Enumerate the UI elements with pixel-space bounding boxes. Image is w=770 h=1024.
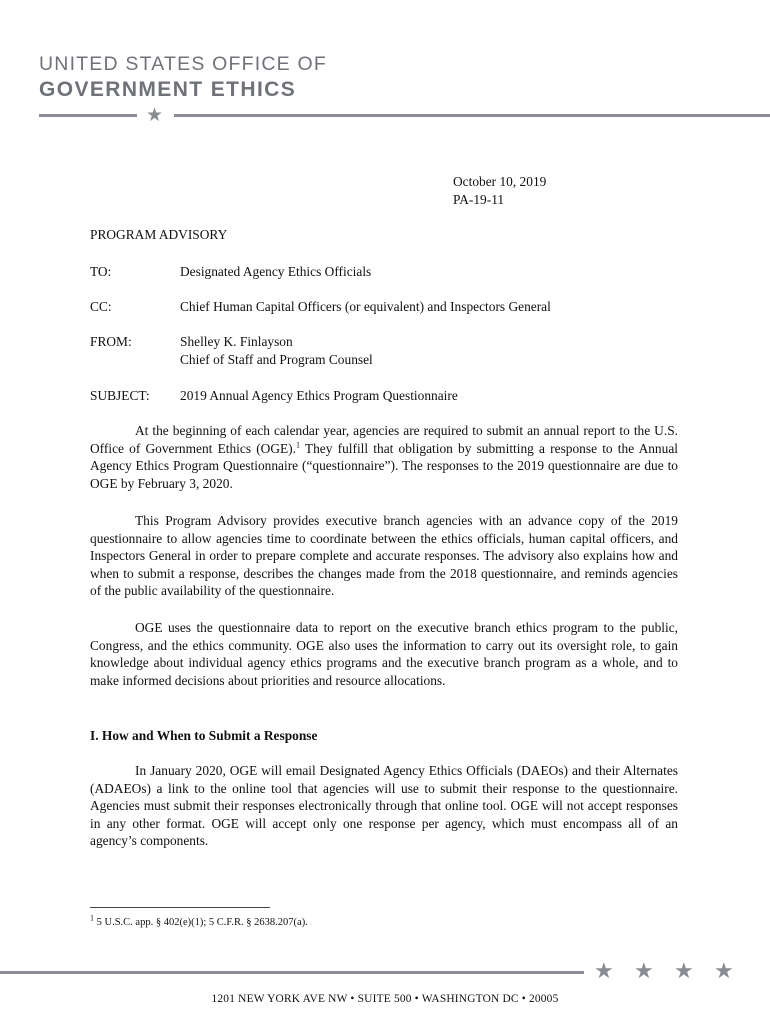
footer-rule: [0, 971, 584, 974]
memo-from-title: Chief of Staff and Program Counsel: [180, 351, 373, 367]
body-paragraph-4: [90, 762, 678, 850]
footnote-separator: [90, 907, 270, 908]
advisory-number: PA-19-11: [453, 192, 505, 207]
memo-subject-label: SUBJECT:: [90, 388, 150, 403]
letterhead-rule-right: [174, 114, 770, 117]
footnote-number: 1: [90, 913, 94, 923]
paragraph-3-text: OGE uses the questionnaire data to report on the executive branch ethics program to the public, Congress, and the ethics community. OGE also uses the information to carry out its oversight role, to gain knowledge about individual agency ethics programs and the executive branch program as a whole, and to make informed decisions about priorities and resource allocations.: [90, 620, 678, 688]
body-paragraph-3: [90, 619, 678, 689]
memo-from-label: FROM:: [90, 334, 132, 349]
footnote-1: [90, 914, 308, 932]
footer-star-icon: ★: [674, 959, 694, 984]
paragraph-2-text: This Program Advisory provides executive branch agencies with an advance copy of the 2019 questionnaire to allow agencies time to coordinate between the ethics officials, human capital officers, and Inspectors General in order to prepare complete and accurate responses. The advisory also explains how and when to submit a response, describes the changes made from the 2018 questionnaire, and reminds agencies of the public availability of the questionnaire.: [90, 513, 678, 598]
footer-address: 1201 NEW YORK AVE NW • SUITE 500 • WASHINGTON DC • 20005: [211, 993, 559, 1005]
document-type-heading: PROGRAM ADVISORY: [90, 227, 228, 242]
memo-to-label: TO:: [90, 264, 112, 279]
letterhead-star-icon: ★: [146, 104, 164, 126]
letterhead-rule-left: [39, 114, 137, 117]
memo-subject-value: 2019 Annual Agency Ethics Program Questionnaire: [180, 388, 458, 403]
memo-to-value: Designated Agency Ethics Officials: [180, 264, 372, 279]
letterhead-agency-line2: GOVERNMENT ETHICS: [39, 78, 297, 101]
footnote-text: 5 U.S.C. app. § 402(e)(1); 5 C.F.R. § 2638.207(a).: [94, 917, 308, 928]
footer-star-icon: ★: [594, 959, 614, 984]
footer-star-icon: ★: [714, 959, 734, 984]
paragraph-4-text: In January 2020, OGE will email Designated Agency Ethics Officials (DAEOs) and their Alternates (ADAEOs) a link to the online tool that agencies will use to submit their response to the questionnaire. Agencies must submit their responses electronically through that online tool. OGE will not accept responses in any other format. OGE will accept only one response per agency, which must encompass all of an agency’s components.: [90, 763, 678, 848]
memo-cc-label: CC:: [90, 299, 112, 314]
footer-star-icon: ★: [634, 959, 654, 984]
paragraph-1-text-a: At the beginning of each calendar year, agencies are required to submit an annual report to the U.S. Office of Government Ethics (OGE).: [90, 423, 678, 456]
memo-from-name: Shelley K. Finlayson: [180, 334, 293, 349]
advisory-date: October 10, 2019: [453, 174, 547, 189]
footnote-reference: 1: [296, 440, 300, 450]
body-paragraph-1: [90, 422, 678, 492]
memo-cc-value: Chief Human Capital Officers (or equivalent) and Inspectors General: [180, 299, 551, 314]
paragraph-1-text-b: They fulfill that obligation by submitting a response to the Annual Agency Ethics Program Questionnaire (“questionnaire”). The responses to the 2019 questionnaire are due to OGE by February 3, 2020.: [90, 440, 678, 491]
letterhead-agency-line1: UNITED STATES OFFICE OF: [39, 53, 327, 75]
body-paragraph-2: [90, 512, 678, 600]
section-1-heading: I. How and When to Submit a Response: [90, 728, 318, 743]
